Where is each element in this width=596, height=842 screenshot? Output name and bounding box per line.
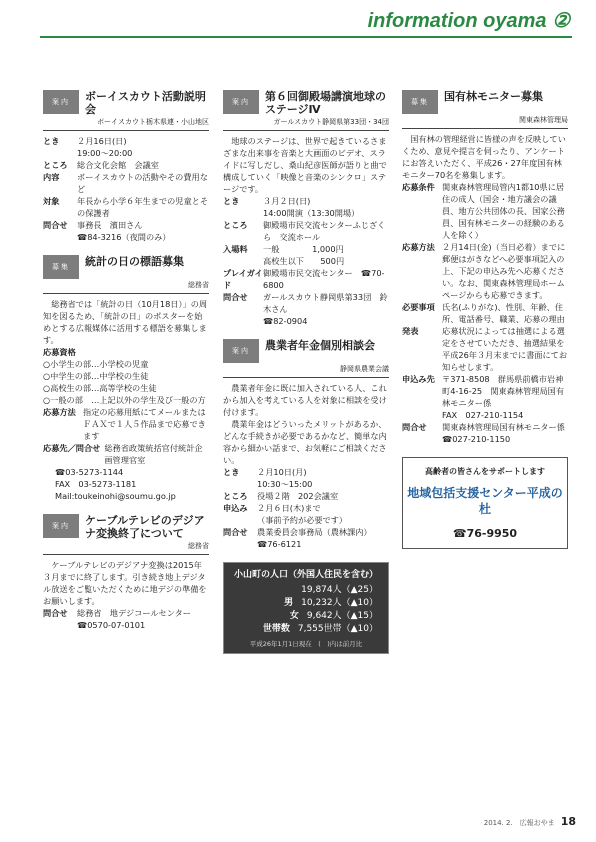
body-text: 農業年金はどういったメリットがあるか、どんな手続きが必要であるかなど、簡単な内容から細かい話まで、お気軽にご相談ください。 [223,419,387,465]
column-3 [402,90,568,549]
section-tag: 募集 [43,255,79,279]
mail-address[interactable]: Mail:toukeinohi@soumu.go.jp [55,491,176,501]
section-source: 静岡県農業会議 [340,365,389,373]
row-value: ２月10日(月) [257,467,307,477]
row-key: 内容 [43,172,60,182]
row-key [223,255,263,267]
row-value: 役場２階 202会議室 [257,491,339,501]
row-value: 14:00開演（13:30開場） [263,208,360,218]
row-value: 総務省 地デジコールセンター ☎0570-07-0101 [77,608,200,630]
body-text: 総務省では「統計の日（10月18日）」の周知を図るため、「統計の日」のポスターを始めとする広報媒体に活用する標語を募集します。 [43,299,208,345]
row-key: 発表 [402,326,419,336]
info-row [43,219,209,231]
row-key: 応募条件 [402,182,435,192]
page-number: 18 [560,815,576,828]
list-item: ○中学生の部…中学校の生徒 [43,371,149,381]
section-title: 統計の日の標語募集 [85,255,184,268]
section-source: ボーイスカウト栃木県連・小山地区 [97,118,209,126]
issue-label: 2014. 2. 広報おやま [483,819,555,827]
section-title: 農業者年金個別相談会 [265,339,375,352]
row-key [402,409,442,421]
population-label: 男 [284,598,294,608]
row-key [223,478,257,490]
support-center-box [402,457,568,549]
row-value: 御殿場市民交流センター ☎70-6800 [263,268,385,290]
row-value: 農業委員会事務局（農林課内）☎76-6121 [257,527,372,549]
population-lines [228,584,384,636]
tel-number: ☎03-5273-1144 [55,467,124,477]
row-value: 指定の応募用紙にてメールまたはＦＡＸで１人５作品まで応募できます [83,407,206,441]
population-value: 10,232人（▲10） [301,598,378,608]
row-key: 問合せ [402,422,427,432]
row-key [223,315,263,327]
column-2 [223,90,389,654]
row-value: 10:30～15:00 [257,479,313,489]
row-key: ところ [223,220,248,230]
info-row [43,159,209,171]
body-text: 国有林の管理経営に皆様の声を反映していくため、意見や提言を伺ったり、アンケートにお答えいただく、平成26・27年度国有林モニター70名を募集します。 [402,134,566,180]
list-item: ○小学生の部…小学校の児童 [43,359,149,369]
row-key: とき [43,136,60,146]
info-row [223,255,389,267]
row-value: FAX 027-210-1154 [442,410,524,420]
row-value: 19:00～20:00 [77,148,133,158]
row-key: ところ [43,160,68,170]
row-value: ２月14日(金)（当日必着）までに郵便はがきなどへ必要事項記入の上、下記の申込み先へ応募ください。なお、関東森林管理局ホームページからも応募できます。 [442,242,566,300]
section-source: ガールスカウト静岡県第33団・34団 [273,118,389,126]
row-value: ☎84-3216（夜間のみ） [77,232,171,242]
info-row [43,147,209,159]
population-value: 19,874人（▲25） [301,585,378,595]
row-key: プレイガイド [223,268,263,290]
section-source: 総務省 [188,281,209,289]
population-note: 平成26年1月1日現在 ( )内は前月比 [249,640,363,648]
info-row [43,135,209,147]
body-text: 農業者年金に既に加入されている人、これから加入を考えている人を対象に相談を受け付けます。 [223,383,387,417]
row-key: 問合せ [43,608,68,618]
divider [43,293,209,294]
row-key [43,147,77,159]
info-row [43,231,209,243]
population-box [223,562,389,654]
list-item: ○一般の部 …上記以外の学生及び一般の方 [43,395,206,405]
info-row [223,207,389,219]
support-caption: 高齢者の皆さんをサポートします [425,467,545,476]
row-value: 総合文化会館 会議室 [77,160,159,170]
header-rule [40,36,572,38]
divider [223,377,389,378]
row-value: （事前予約が必要です） [257,515,348,525]
row-key: 必要事項 [402,302,435,312]
row-key: 問合せ [223,527,248,537]
divider [43,554,209,555]
section-tag: 案内 [43,514,79,538]
info-row [223,243,389,255]
row-key: 応募方法 [43,407,76,417]
info-row [402,433,568,445]
info-row [223,219,389,243]
info-row [223,291,389,315]
row-value: ガールスカウト静岡県第33団 鈴木さん [263,292,388,314]
info-rows [223,195,389,327]
info-row [223,267,389,291]
info-row [402,181,568,241]
support-phone: ☎76-9950 [452,527,518,540]
row-key: 申込み先 [402,374,435,384]
row-key [223,514,257,526]
section-tag: 案内 [223,90,259,114]
row-value: ２月６日(木)まで [257,503,321,513]
info-row [43,607,209,631]
info-row [223,490,389,502]
row-key: 入場料 [223,244,248,254]
info-row [43,171,209,195]
row-key: 応募先／問合せ [43,443,101,453]
row-value: ボーイスカウトの活動やその費用など [77,172,208,194]
section-forest-monitor [402,90,568,445]
info-row [402,325,568,373]
column-1 [43,90,209,643]
row-key: とき [223,467,240,477]
section-tag: 案内 [223,339,259,363]
row-value: 事務長 濱田さん [77,220,143,230]
row-key [43,231,77,243]
section-farmer-pension [223,339,389,550]
row-value: 〒371-8508 群馬県前橋市岩神町4-16-25 関東森林管理局国有林モニター係 [442,374,565,408]
fax-number: FAX 03-5273-1181 [55,479,137,489]
info-row [402,409,568,421]
row-key: 対象 [43,196,60,206]
row-value: 御殿場市民交流センターふじざくら 交流ホール [263,220,386,242]
row-value: 氏名(ふりがな)、性別、年齢、住所、電話番号、職業、応募の理由 [442,302,565,324]
row-key: とき [223,196,240,206]
row-value: 一般 1,000円 [263,244,344,254]
section-boy-scout [43,90,209,243]
row-value: 関東森林管理局管内1都10県に居住の成人（国会・地方議会の議員、地方公共団体の長、国家公務員、国有林モニターの経験のある人を除く） [442,182,565,240]
row-value: 関東森林管理局国有林モニター係 [442,422,565,432]
info-row [223,195,389,207]
info-row [402,421,568,433]
divider [223,130,389,131]
info-row [402,373,568,409]
row-key: 問合せ [223,292,248,302]
section-title: 第６回御殿場講演地球のステージⅣ [265,90,386,116]
row-value: 応募状況によっては抽選による選定をさせていただき、抽選結果を平成26年３月末までに書面にてお知らせします。 [442,326,568,372]
row-value: 年長から小学６年生までの児童とその保護者 [77,196,209,218]
info-rows [43,607,209,631]
row-value: ３月２日(日) [263,196,311,206]
section-tag: 案内 [43,90,79,114]
info-row [223,514,389,526]
section-source: 関東森林管理局 [519,116,568,124]
row-key [402,433,442,445]
body-text: ケーブルテレビのデジアナ変換は2015年３月までに終了します。引き続き地上デジタル放送をご覧いただくために地デジの準備をお願いします。 [43,560,207,606]
section-tag: 募集 [402,90,438,114]
info-row [223,315,389,327]
row-key: 問合せ [43,220,68,230]
row-value: 総務省政策統括官付統計企画管理官室 [104,443,203,465]
row-key: ところ [223,491,248,501]
body-text: 地球のステージは、世界で起きているさまざまな出来事を音楽と大画面のビデオ、スライドに写しだし、桑山紀彦医師が語りと曲で構成していく「映像と音楽のシンクロ」ステージです。 [223,136,387,194]
row-value: ２月16日(日) [77,136,127,146]
section-earth-stage [223,90,389,327]
info-row [223,526,389,550]
page-header-title: information oyama ② [367,10,570,32]
section-statistics-day [43,255,209,502]
population-title: 小山町の人口（外国人住民を含む） [233,570,378,580]
divider [402,128,568,129]
population-label: 世帯数 [262,624,290,634]
info-row [402,301,568,325]
support-center-name: 地域包括支援センター平成の杜 [407,486,563,516]
info-rows [402,181,568,445]
row-key [223,207,263,219]
info-row [223,478,389,490]
qualification-label: 応募資格 [43,347,76,357]
info-row [43,195,209,219]
population-value: 9,642人（▲15） [306,611,378,621]
info-row [223,466,389,478]
list-item: ○高校生の部…高等学校の生徒 [43,383,157,393]
section-title: 国有林モニター募集 [444,90,543,103]
info-row [402,241,568,301]
info-row [223,502,389,514]
population-label: 女 [289,611,299,621]
row-value: ☎82-0904 [263,316,308,326]
divider [43,130,209,131]
section-title: ボーイスカウト活動説明会 [85,90,206,116]
population-line [228,584,384,597]
population-line [228,610,384,623]
section-cable-tv [43,514,209,631]
row-value: 高校生以下 500円 [263,256,345,266]
info-rows [223,466,389,550]
section-source: 総務省 [188,542,209,550]
info-rows [43,135,209,243]
population-value: 7,555世帯（▲10） [297,624,378,634]
population-line [228,597,384,610]
row-key: 申込み [223,503,248,513]
population-line [228,623,384,636]
section-title: ケーブルテレビのデジアナ変換終了について [85,514,205,540]
row-value: ☎027-210-1150 [442,434,511,444]
page-footer [484,815,576,828]
row-key: 応募方法 [402,242,435,252]
